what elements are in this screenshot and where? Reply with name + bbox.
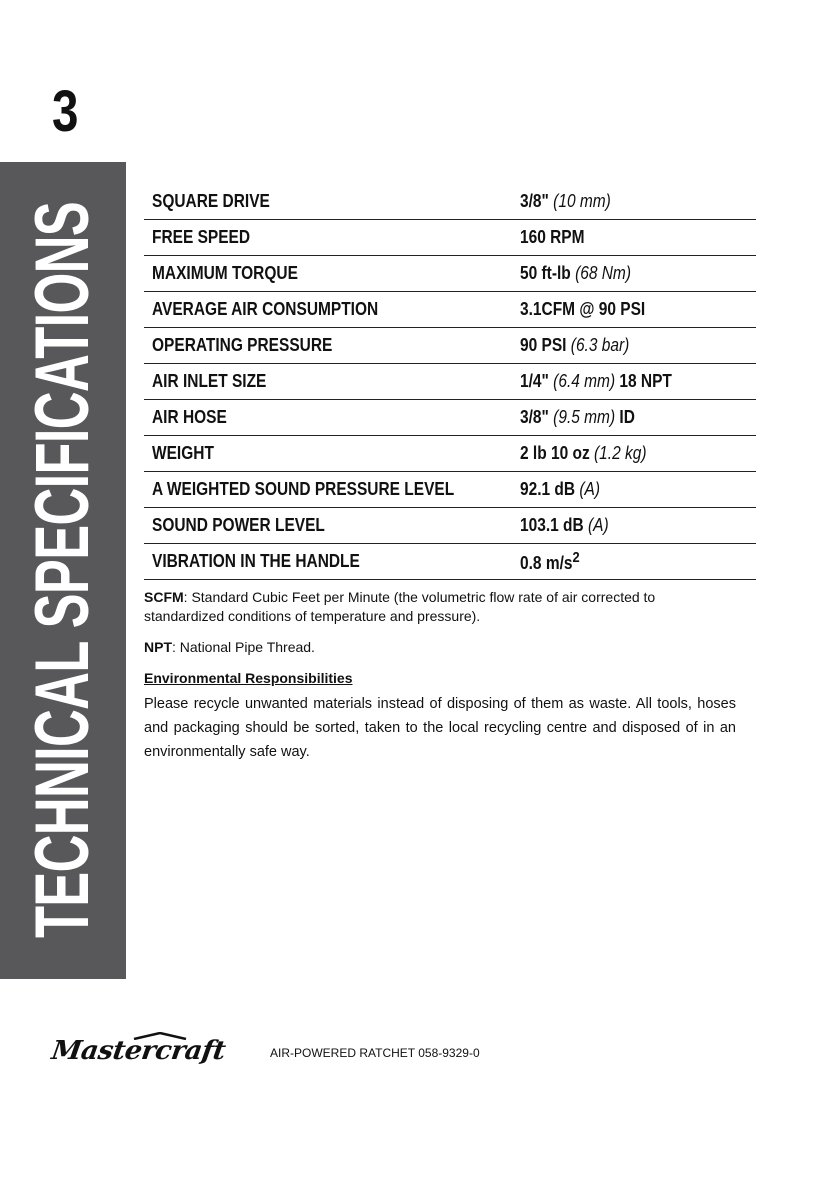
spec-value: 92.1 dB (520, 479, 576, 499)
spec-row (144, 256, 756, 292)
spec-label: OPERATING PRESSURE (152, 335, 333, 355)
spec-value: 3/8" (520, 191, 549, 211)
spec-value-wrap (520, 443, 646, 464)
spec-value-cell (512, 292, 756, 328)
spec-label-cell (144, 508, 512, 544)
spec-label: SQUARE DRIVE (152, 191, 270, 211)
spec-label-cell (144, 184, 512, 220)
spec-value-cell (512, 364, 756, 400)
spec-value: 90 PSI (520, 335, 567, 355)
spec-value-cell (512, 472, 756, 508)
spec-value: 50 ft-lb (520, 263, 571, 283)
logo-wordmark: Mastercraft (49, 1036, 228, 1066)
spec-label: AIR HOSE (152, 407, 227, 427)
spec-value-wrap (520, 227, 585, 248)
spec-value-wrap (520, 407, 635, 428)
spec-label-cell (144, 292, 512, 328)
spec-value-wrap (520, 263, 631, 284)
page-number: 3 (52, 79, 79, 144)
spec-row (144, 472, 756, 508)
notes (144, 588, 736, 776)
spec-row (144, 220, 756, 256)
spec-value: 2 lb 10 oz (520, 443, 590, 463)
spec-value: 103.1 dB (520, 515, 584, 535)
spec-value: 1/4" (520, 371, 549, 391)
spec-label: WEIGHT (152, 443, 214, 463)
spec-label: FREE SPEED (152, 227, 251, 247)
spec-value-metric: (A) (579, 479, 601, 499)
spec-value: 0.8 m/s (520, 553, 573, 573)
spec-label: AIR INLET SIZE (152, 371, 267, 391)
spec-label: AVERAGE AIR CONSUMPTION (152, 299, 379, 319)
spec-label-cell (144, 364, 512, 400)
spec-row (144, 544, 756, 580)
spec-label: A WEIGHTED SOUND PRESSURE LEVEL (152, 479, 455, 499)
spec-value: 160 RPM (520, 227, 585, 247)
spec-value-superscript: 2 (572, 549, 580, 566)
environmental-text: Please recycle unwanted materials instead of disposing of them as waste. All tools, hoses and packaging should be sorted, taken to the local recycling centre and disposed of in an environmentally safe way. (144, 696, 736, 760)
specifications-table (144, 184, 756, 580)
spec-value: 3.1CFM @ 90 PSI (520, 299, 646, 319)
spec-value-cell (512, 436, 756, 472)
spec-row (144, 184, 756, 220)
scfm-term: SCFM (144, 589, 184, 605)
spec-value-suffix: ID (619, 407, 635, 427)
section-title: TECHNICAL SPECIFICATIONS (20, 201, 105, 939)
spec-value: 3/8" (520, 407, 549, 427)
spec-value-suffix: 18 NPT (619, 371, 672, 391)
npt-note (144, 638, 736, 657)
npt-text: : National Pipe Thread. (172, 639, 315, 655)
spec-value-wrap (520, 335, 629, 356)
spec-value-wrap (520, 479, 600, 500)
spec-value-cell (512, 256, 756, 292)
spec-row (144, 292, 756, 328)
spec-value-cell (512, 328, 756, 364)
environmental-heading: Environmental Responsibilities (144, 670, 353, 686)
mastercraft-logo (49, 1032, 234, 1068)
spec-label: SOUND POWER LEVEL (152, 515, 325, 535)
spec-value-cell (512, 184, 756, 220)
npt-term: NPT (144, 639, 172, 655)
spec-label-cell (144, 328, 512, 364)
spec-value-cell (512, 220, 756, 256)
spec-value-wrap (520, 299, 645, 320)
spec-label: MAXIMUM TORQUE (152, 263, 298, 283)
spec-label: VIBRATION IN THE HANDLE (152, 551, 360, 571)
spec-label-cell (144, 544, 512, 580)
model-label: AIR-POWERED RATCHET 058-9329-0 (270, 1046, 480, 1060)
spec-value-metric: (10 mm) (553, 191, 611, 211)
spec-value-wrap (520, 191, 611, 212)
spec-label-cell (144, 400, 512, 436)
scfm-note (144, 588, 736, 626)
spec-value-metric: (1.2 kg) (594, 443, 647, 463)
spec-value-metric: (6.4 mm) (553, 371, 616, 391)
spec-row (144, 364, 756, 400)
spec-label-cell (144, 472, 512, 508)
spec-value-cell (512, 544, 756, 580)
spec-row (144, 508, 756, 544)
spec-value-cell (512, 508, 756, 544)
spec-label-cell (144, 220, 512, 256)
spec-value-metric: (68 Nm) (575, 263, 631, 283)
spec-value-wrap (520, 515, 609, 536)
spec-value-metric: (6.3 bar) (570, 335, 630, 355)
spec-row (144, 328, 756, 364)
spec-value-metric: (A) (587, 515, 609, 535)
spec-value-wrap (520, 371, 672, 392)
spec-label-cell (144, 256, 512, 292)
scfm-text: : Standard Cubic Feet per Minute (the volumetric flow rate of air corrected to standardized conditions of temperature and pressure). (144, 589, 656, 624)
spec-value-wrap (520, 549, 580, 574)
spec-row (144, 400, 756, 436)
spec-label-cell (144, 436, 512, 472)
side-band (0, 162, 126, 979)
spec-value-cell (512, 400, 756, 436)
spec-row (144, 436, 756, 472)
spec-value-metric: (9.5 mm) (553, 407, 616, 427)
